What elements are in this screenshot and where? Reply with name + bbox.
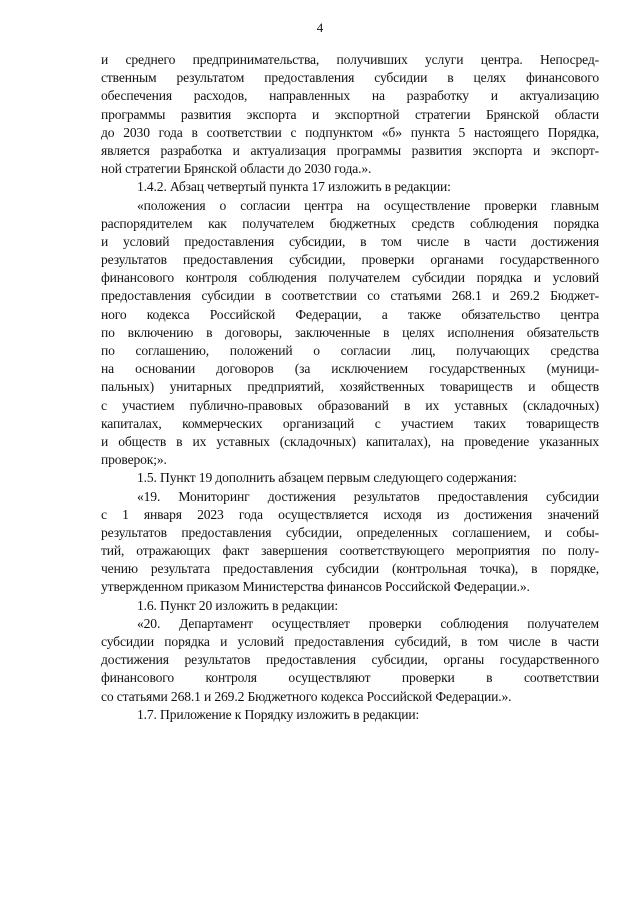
- text-line: по включению в договоры, заключенные в целях исполнения обязательств: [101, 324, 599, 340]
- text-line: и среднего предпринимательства, получивших услуги центра. Непосред-: [101, 52, 599, 67]
- text-line: 1.5. Пункт 19 дополнить абзацем первым следующего содержания:: [137, 470, 517, 486]
- text-line: чению результата предоставления субсидии (контрольная точка), в порядке,: [101, 561, 599, 577]
- text-line: предоставления субсидии в соответствии со статьями 268.1 и 269.2 Бюджет-: [101, 288, 599, 304]
- text-line: 1.4.2. Абзац четвертый пункта 17 изложить в редакции:: [137, 179, 451, 195]
- text-line: ственным результатом предоставления субсидии в целях финансового: [101, 70, 599, 86]
- text-line: является разработка и актуализация программы развития экспорта и экспорт-: [101, 142, 599, 158]
- text-line: до 2030 года в соответствии с подпунктом «б» пункта 5 настоящего Порядка,: [101, 124, 599, 140]
- text-line: и обществ в их уставных (складочных) капиталах), на проведение указанных: [101, 433, 599, 449]
- text-line: проверок;».: [101, 452, 167, 468]
- text-line: результатов предоставления субсидии, определенных соглашением, и собы-: [101, 524, 599, 540]
- text-line: «19. Мониторинг достижения результатов предоставления субсидии: [137, 488, 599, 504]
- text-line: финансового контроля соблюдения получателем субсидии порядка и условий: [101, 270, 599, 286]
- text-line: результатов предоставления субсидии, проверки органами государственного: [101, 252, 599, 268]
- text-line: и условий предоставления субсидии, в том числе в части достижения: [101, 233, 599, 249]
- text-line: пальных) унитарных предприятий, хозяйственных товариществ и обществ: [101, 379, 599, 395]
- page-number: 4: [316, 20, 324, 35]
- text-line: финансового контроля осуществляют проверки в соответствии: [101, 670, 599, 686]
- text-line: обеспечения расходов, направленных на разработку и актуализацию: [101, 88, 599, 104]
- text-line: ной стратегии Брянской области до 2030 года.».: [101, 161, 372, 177]
- text-line: «положения о согласии центра на осуществление проверки главным: [137, 197, 599, 213]
- text-line: 1.7. Приложение к Порядку изложить в редакции:: [137, 706, 420, 722]
- text-line: капиталах, коммерческих организаций с участием таких товариществ: [101, 415, 599, 431]
- text-line: распорядителем как получателем бюджетных средств соблюдения порядка: [101, 215, 599, 231]
- text-line: субсидии порядка и условий предоставления субсидий, в том числе в части: [101, 634, 599, 649]
- text-line: утвержденном приказом Министерства финансов Российской Федерации.».: [101, 579, 530, 595]
- text-line: программы развития экспорта и экспортной стратегии Брянской области: [101, 106, 599, 122]
- text-line: по соглашению, положений о согласии лиц, получающих средства: [101, 343, 599, 358]
- document-body: [101, 51, 599, 724]
- text-line: ного кодекса Российской Федерации, а также обязательство центра: [101, 306, 599, 322]
- text-line: 1.6. Пункт 20 изложить в редакции:: [137, 597, 339, 613]
- text-line: «20. Департамент осуществляет проверки соблюдения получателем: [137, 615, 599, 631]
- text-line: достижения результатов предоставления субсидии, органы государственного: [101, 652, 599, 668]
- text-line: с участием публично-правовых образований в их уставных (складочных): [101, 397, 599, 413]
- text-line: с 1 января 2023 года осуществляется исходя из достижения значений: [101, 506, 599, 522]
- text-line: тий, отражающих факт завершения соответствующего мероприятия по полу-: [101, 543, 599, 559]
- text-line: со статьями 268.1 и 269.2 Бюджетного кодекса Российской Федерации.».: [101, 688, 512, 704]
- text-line: на основании договоров (за исключением государственных (муници-: [101, 361, 599, 377]
